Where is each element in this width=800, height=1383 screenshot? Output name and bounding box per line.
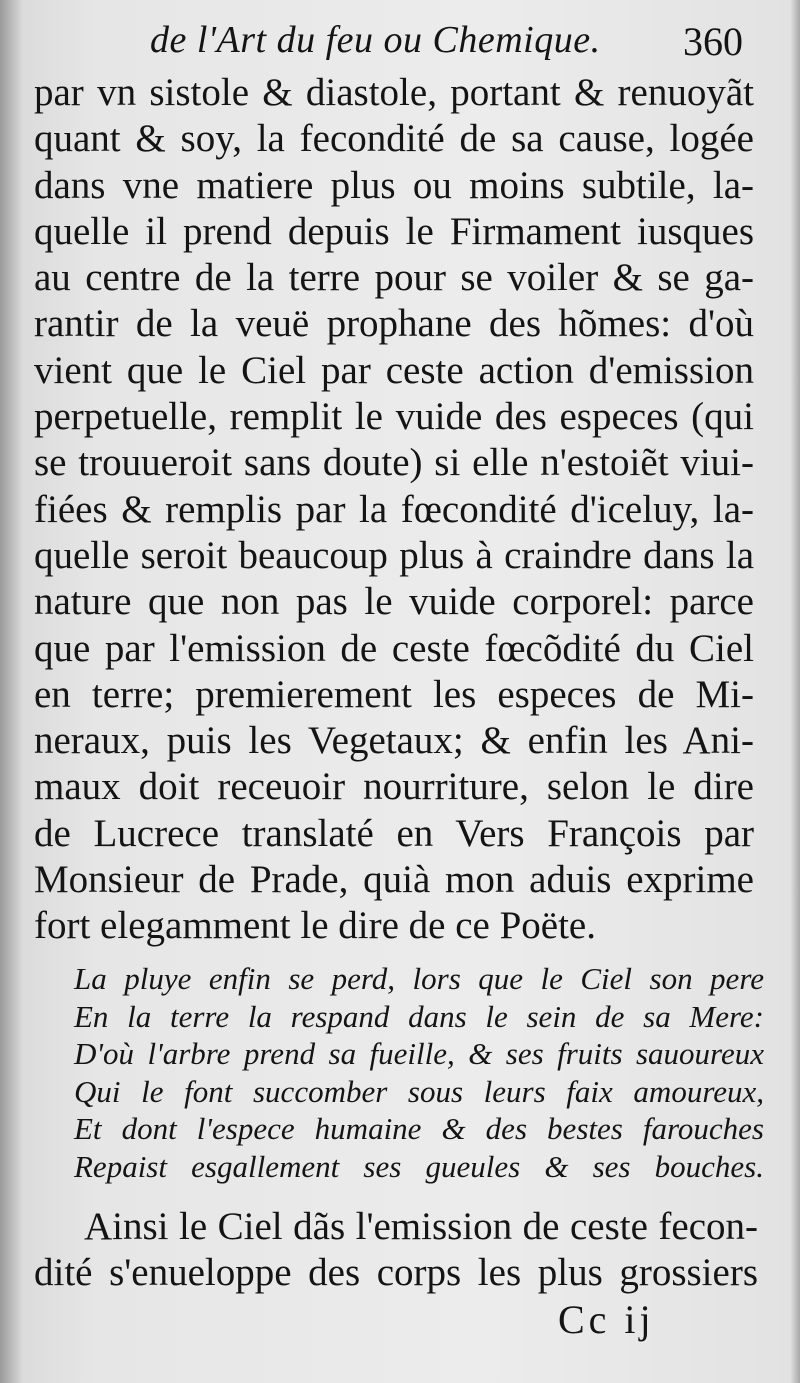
text-line: en terre; premierement les especes de Mi-: [34, 672, 754, 716]
prose-paragraph: [34, 70, 754, 950]
text-line: maux doit receuoir nourriture, selon le dire: [34, 765, 754, 809]
text-line: fort elegamment le dire de ce Poëte.: [34, 904, 596, 948]
text-line: fiées & remplis par la fœcondité d'iceluy, la-: [34, 487, 754, 531]
running-head: [0, 16, 800, 76]
signature-mark: Cc ij: [558, 1297, 655, 1342]
running-title: de l'Art du feu ou Chemique.: [150, 19, 601, 61]
text-line: dans vne matiere plus ou moins subtile, la-: [34, 163, 754, 207]
closing-paragraph: [34, 1204, 758, 1297]
verse-line: Qui le font succomber sous leurs faix amoureux,: [74, 1073, 764, 1109]
verse-line: La pluye enfin se perd, lors que le Ciel son pere: [74, 961, 764, 996]
text-line: se trouueroit sans doute) si elle n'estoiẽt viui-: [34, 441, 754, 485]
text-line: au centre de la terre pour se voiler & se ga-: [34, 256, 754, 300]
verse-line: En la terre la respand dans le sein de sa Mere:: [74, 998, 764, 1034]
text-line: perpetuelle, remplit le vuide des especes (qui: [34, 395, 754, 439]
text-line: quelle seroit beaucoup plus à craindre dans la: [34, 533, 754, 577]
text-line: quant & soy, la fecondité de sa cause, logée: [34, 117, 754, 161]
text-line: Ainsi le Ciel dãs l'emission de ceste fecon-: [84, 1205, 758, 1248]
text-line: Monsieur de Prade, quià mon aduis exprime: [34, 858, 754, 902]
text-line: rantir de la veuë prophane des hõmes: d'où: [34, 302, 754, 346]
text-line: nature que non pas le vuide corporel: parce: [34, 580, 754, 624]
text-line: neraux, puis les Vegetaux; & enfin les Ani-: [34, 719, 754, 763]
text-line: par vn sistole & diastole, portant & renuoyãt: [34, 71, 754, 114]
page-number: 360: [683, 19, 743, 64]
verse-line: Repaist esgallement ses gueules & ses bouches.: [74, 1148, 764, 1184]
text-line: vient que le Ciel par ceste action d'emission: [34, 348, 754, 392]
text-line: de Lucrece translaté en Vers François par: [34, 811, 754, 855]
text-line: dité s'enueloppe des corps les plus grossiers: [34, 1251, 758, 1295]
verse-line: D'où l'arbre prend sa fueille, & ses fruits sauoureux: [74, 1036, 764, 1072]
text-line: quelle il prend depuis le Firmament iusques: [34, 209, 754, 253]
verse-line: Et dont l'espece humaine & des bestes farouches: [74, 1111, 764, 1147]
verse-quotation: [74, 960, 764, 1186]
text-line: que par l'emission de ceste fœcõdité du Ciel: [34, 626, 754, 670]
